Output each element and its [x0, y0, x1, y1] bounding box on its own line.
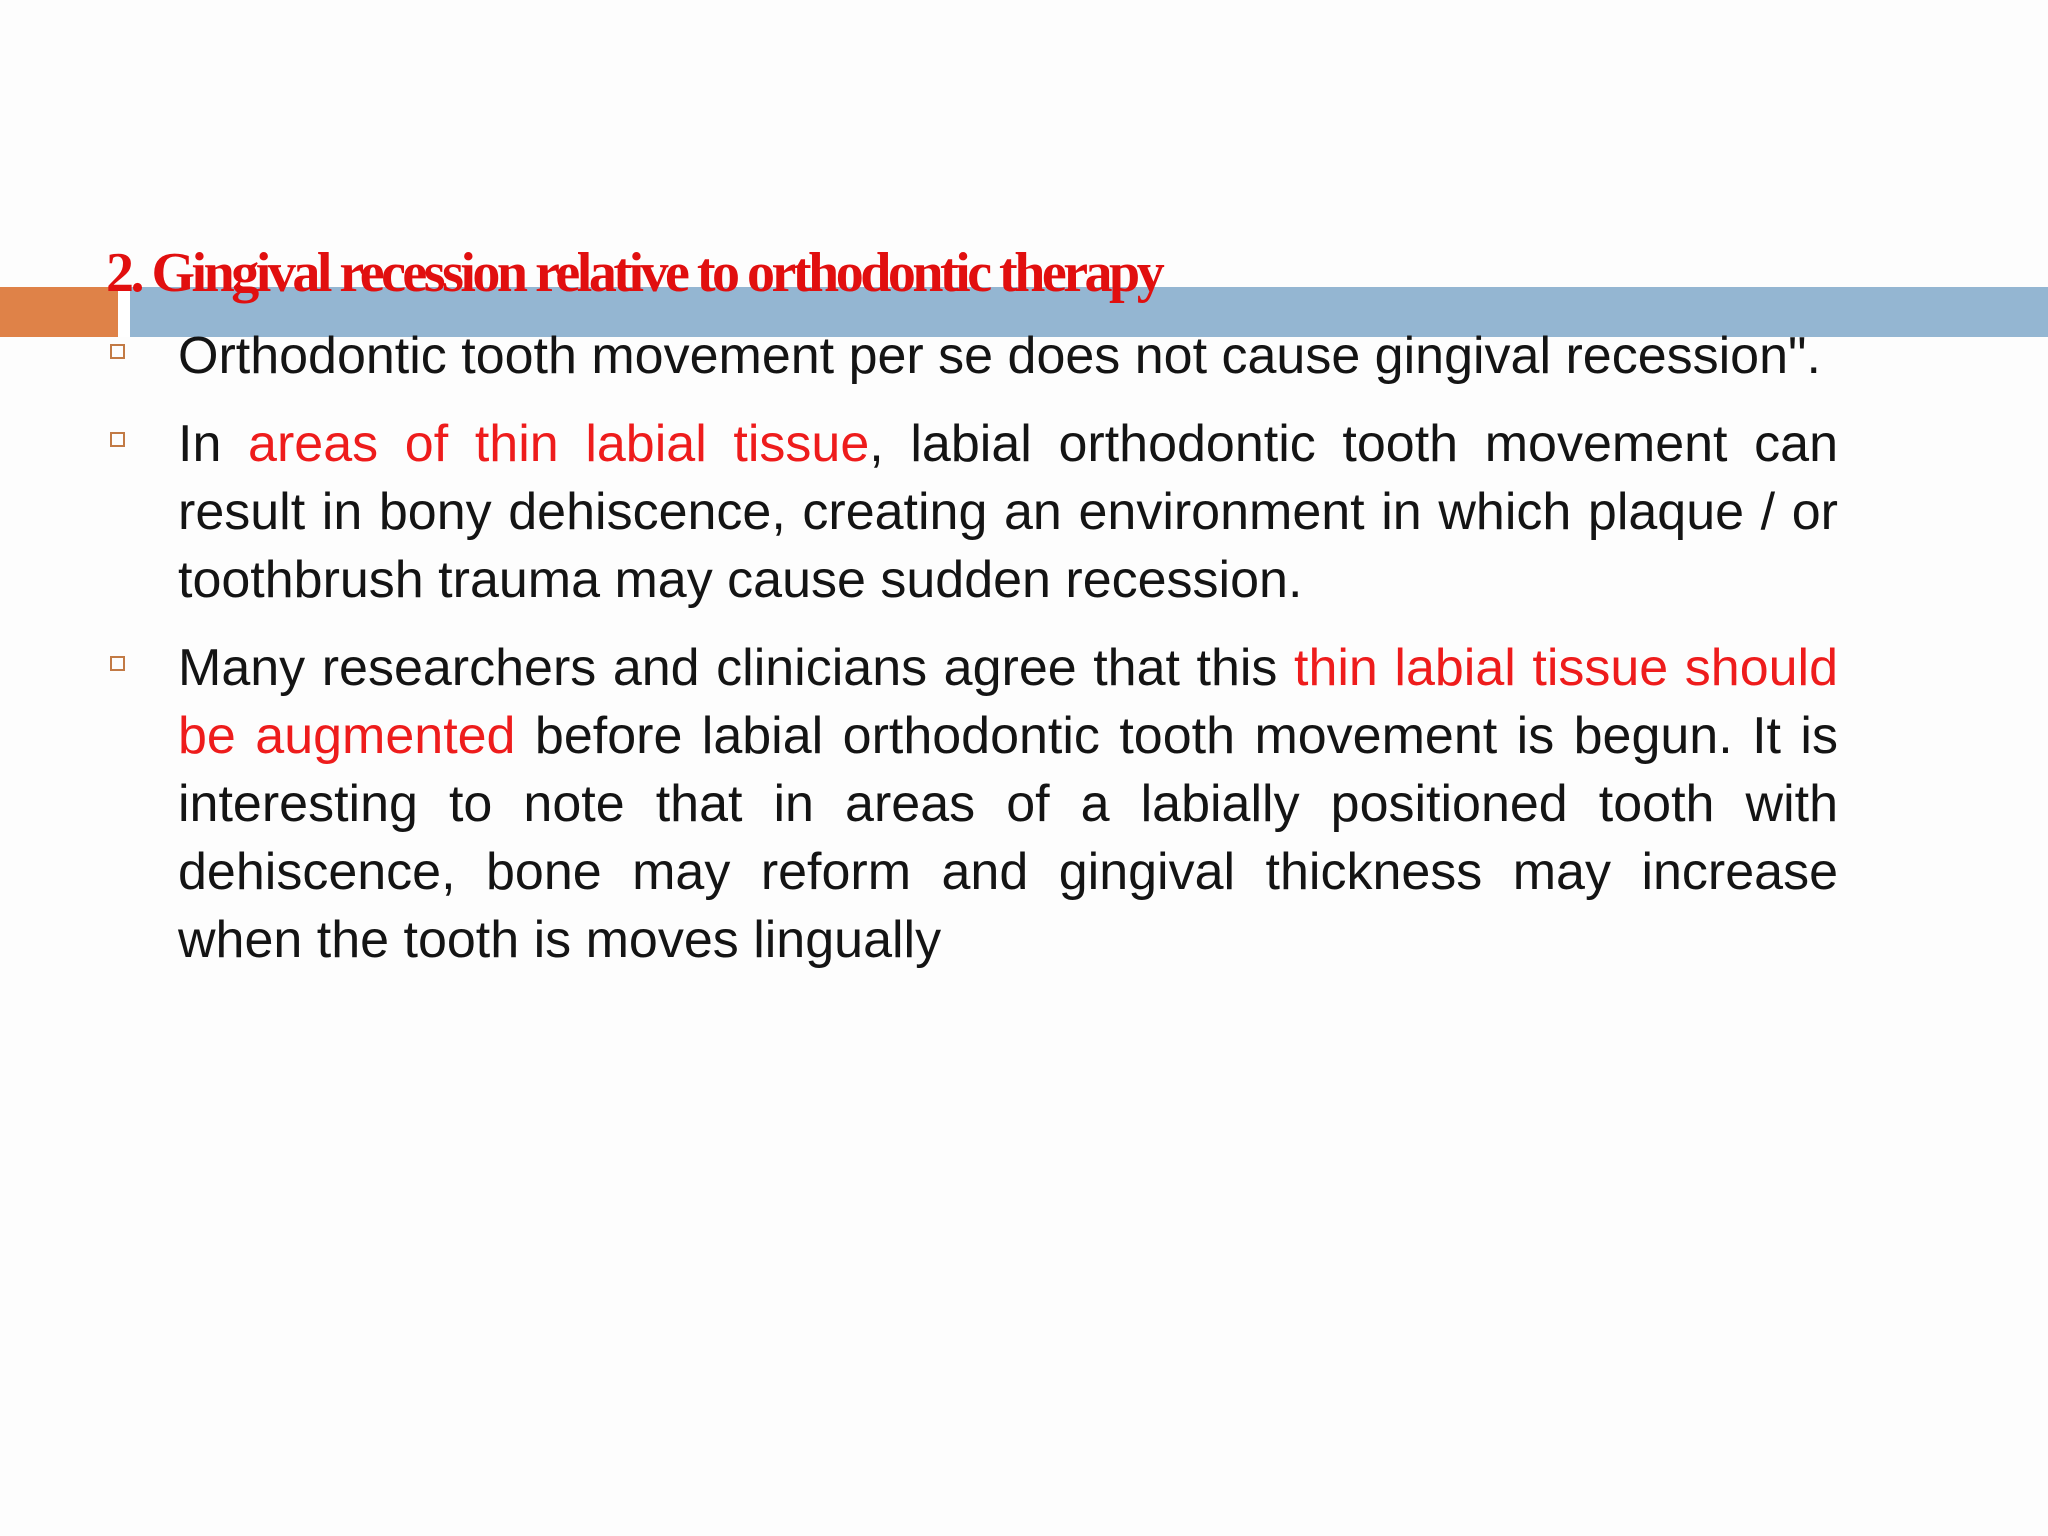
bullet-segment: before labial orthodontic tooth movement is begun. It is interesting to note that in areas of a labially positioned tooth with dehiscence, bone may reform and gingival thickness may increase when the tooth is moves lingually [178, 707, 1838, 969]
bullet-text [178, 410, 1838, 614]
bullet-item [108, 322, 1838, 390]
bullet-segment: Many researchers and clinicians agree that this [178, 639, 1294, 697]
highlighted-phrase: thin labial tissue should be augmented [178, 639, 1839, 765]
bullet-item [108, 410, 1838, 614]
bullet-text [178, 634, 1838, 974]
bullet-item [108, 634, 1838, 974]
hollow-square-bullet-icon [110, 344, 125, 359]
highlighted-phrase: areas of thin labial tissue [248, 415, 870, 473]
bullet-segment: , labial orthodontic tooth movement can result in bony dehiscence, creating an environment in which plaque / or toothbrush trauma may cause sudden recession. [178, 415, 1838, 609]
bullet-segment: Orthodontic tooth movement per se does not cause gingival recession". [178, 327, 1821, 385]
slide-title: 2. Gingival recession relative to orthodontic therapy [106, 242, 1162, 304]
hollow-square-bullet-icon [110, 656, 125, 671]
hollow-square-bullet-icon [110, 432, 125, 447]
bullet-text [178, 322, 1838, 390]
accent-bar-orange [0, 287, 118, 337]
bullet-list [108, 322, 1838, 994]
bullet-segment: In [178, 415, 249, 473]
